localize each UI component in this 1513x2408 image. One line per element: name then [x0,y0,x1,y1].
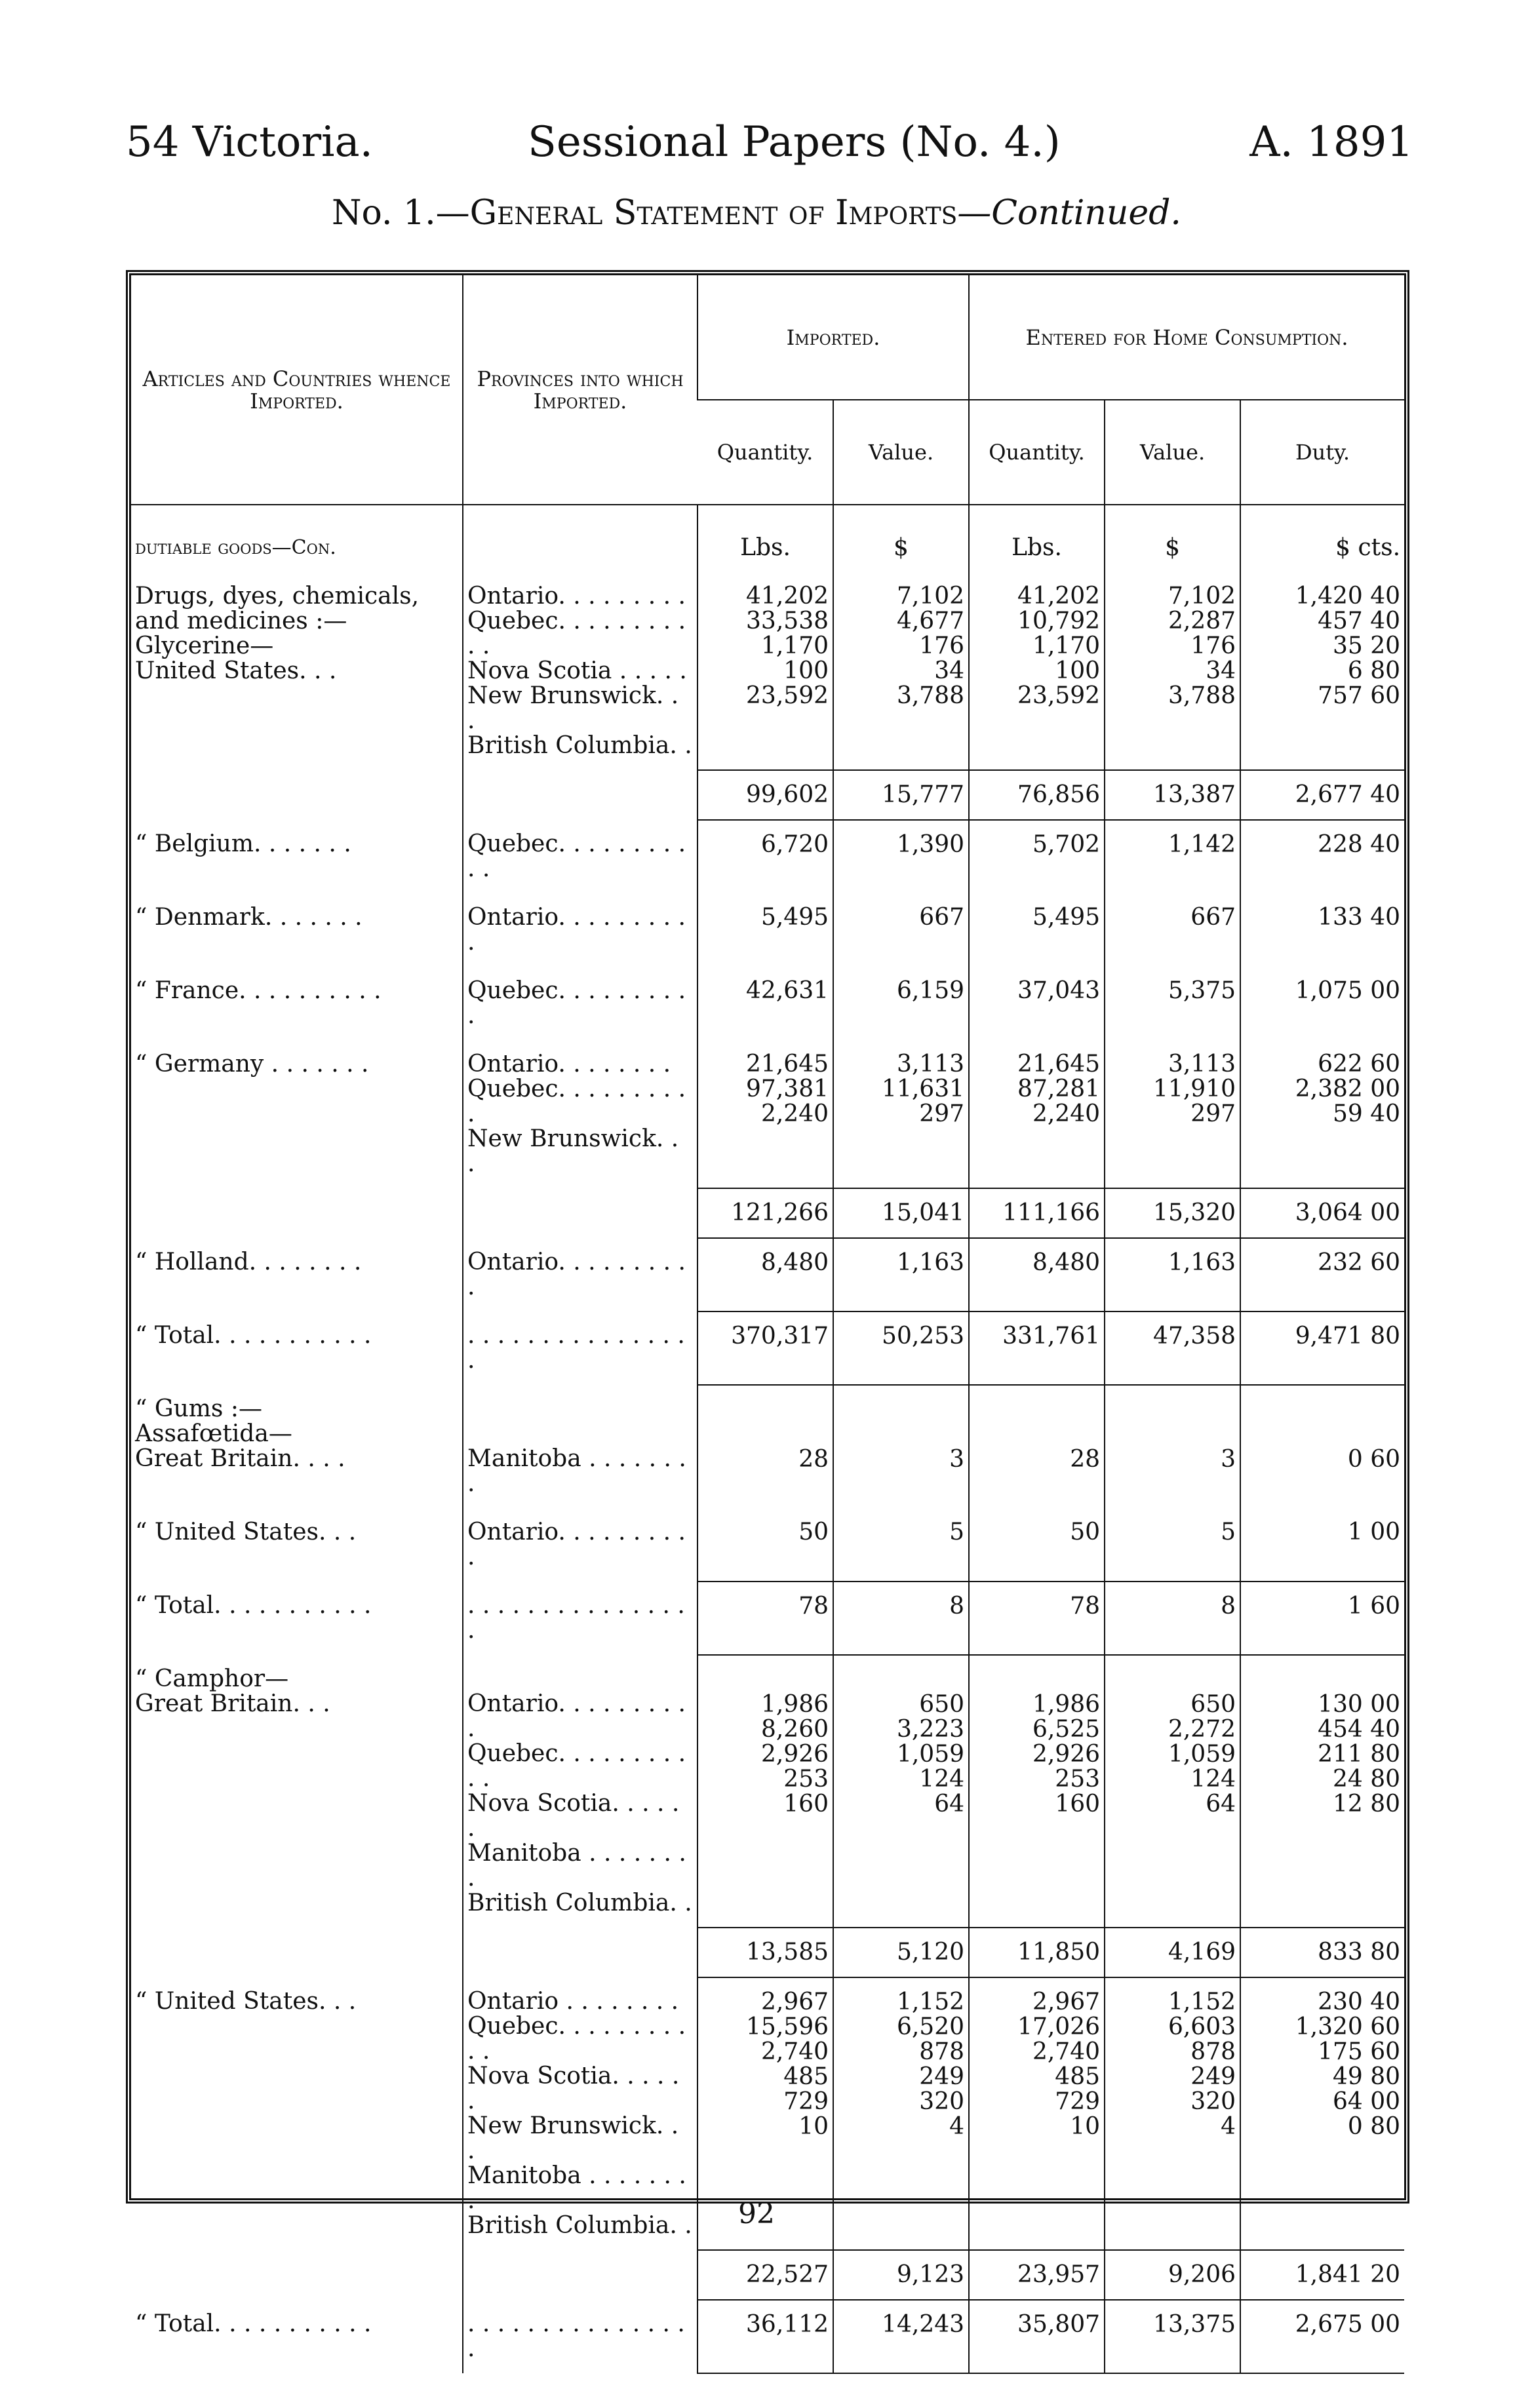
entered-value-cell: 13,375 [1105,2300,1240,2373]
import-value-cell: 9,123 [833,2250,969,2300]
province-cell [463,2250,698,2300]
table-row [131,1655,1404,1928]
duty-cell: 9,471 80 [1240,1311,1404,1385]
import-value-cell: 5,120 [833,1928,969,1977]
duty-cell: 1,841 20 [1240,2250,1404,2300]
article-cell: “ Germany . . . . . . . [135,1051,369,1078]
col-entered: Entered for Home Consumption. [969,275,1404,400]
article-cell: “ Gums :— Assafœtida— Great Britain. . . . [135,1395,345,1472]
entered-quantity-cell: 11,850 [969,1928,1105,1977]
table-row [131,1385,1404,1508]
section-label: dutiable goods—Con. [135,536,336,559]
units-row [131,505,1404,572]
import-value-cell: 14,243 [833,2300,969,2373]
import-value-cell: 1,390 [833,820,969,893]
entered-quantity-cell: 78 [969,1582,1105,1655]
import-value-cell: 15,777 [833,770,969,820]
entered-value-cell: 5 [1105,1508,1240,1582]
col-provinces: Provinces into which Imported. [463,275,698,505]
province-cell: Ontario. . . . . . . . . Quebec. . . . . . . . . . . Nova Scotia . . . . . New Brunswick. . . British Columbia. . [463,572,698,770]
duty-cell: 1 60 [1240,1582,1404,1655]
duty-cell: 228 40 [1240,820,1404,893]
col-value: Value. [833,400,969,505]
col-quantity: Quantity. [698,400,833,505]
entered-quantity-cell: 21,645 87,281 2,240 [969,1040,1105,1188]
import-value-cell: 8 [833,1582,969,1655]
entered-value-cell: 650 2,272 1,059 124 64 [1105,1655,1240,1928]
import-value-cell: 650 3,223 1,059 124 64 [833,1655,969,1928]
entered-quantity-cell: 111,166 [969,1188,1105,1238]
unit-value-2: $ [1105,505,1240,572]
duty-cell: 2,677 40 [1240,770,1404,820]
total-row [131,770,1404,820]
entered-value-cell: 9,206 [1105,2250,1240,2300]
import-quantity-cell: 5,495 [698,893,833,967]
import-quantity-cell: 13,585 [698,1928,833,1977]
entered-value-cell: 4,169 [1105,1928,1240,1977]
duty-cell: 232 60 [1240,1238,1404,1311]
import-value-cell: 667 [833,893,969,967]
entered-quantity-cell: 28 [969,1385,1105,1508]
province-cell: Ontario. . . . . . . . . . [463,893,698,967]
entered-quantity-cell: 37,043 [969,967,1105,1040]
article-cell: “ France. . . . . . . . . . [135,977,382,1004]
entered-quantity-cell: 35,807 [969,2300,1105,2373]
table-row [131,967,1404,1040]
import-quantity-cell: 78 [698,1582,833,1655]
article-cell: “ Denmark. . . . . . . [135,904,363,931]
entered-quantity-cell: 1,986 6,525 2,926 253 160 [969,1655,1105,1928]
duty-cell: 3,064 00 [1240,1188,1404,1238]
table-row [131,572,1404,770]
entered-value-cell: 15,320 [1105,1188,1240,1238]
import-value-cell: 1,163 [833,1238,969,1311]
imports-table-frame [126,270,1409,2362]
entered-value-cell: 3 [1105,1385,1240,1508]
title-suffix: —Continued. [957,193,1181,233]
entered-quantity-cell: 41,202 10,792 1,170 100 23,592 [969,572,1105,770]
article-cell [131,2250,463,2300]
total-row [131,1311,1404,1385]
province-cell: Quebec. . . . . . . . . . [463,967,698,1040]
import-quantity-cell: 42,631 [698,967,833,1040]
unit-value: $ [833,505,969,572]
entered-value-cell: 47,358 [1105,1311,1240,1385]
article-cell: “ Holland. . . . . . . . [135,1249,362,1275]
province-cell: Ontario. . . . . . . . . . [463,1508,698,1582]
article-cell: “ United States. . . [135,1988,357,2015]
import-value-cell: 50,253 [833,1311,969,1385]
entered-value-cell: 3,113 11,910 297 [1105,1040,1240,1188]
import-quantity-cell: 370,317 [698,1311,833,1385]
entered-value-cell: 5,375 [1105,967,1240,1040]
province-cell: Ontario. . . . . . . . Quebec. . . . . . . . . . New Brunswick. . . [463,1040,698,1188]
import-quantity-cell: 36,112 [698,2300,833,2373]
import-quantity-cell: 22,527 [698,2250,833,2300]
header-right: A. 1891 [1249,118,1413,166]
import-quantity-cell: 21,645 97,381 2,240 [698,1040,833,1188]
article-cell [131,770,463,820]
entered-quantity-cell: 76,856 [969,770,1105,820]
total-row [131,1928,1404,1977]
article-cell: “ Belgium. . . . . . . [135,830,351,857]
duty-cell: 622 60 2,382 00 59 40 [1240,1040,1404,1188]
import-quantity-cell: 99,602 [698,770,833,820]
duty-cell: 1,075 00 [1240,967,1404,1040]
article-cell [131,1188,463,1238]
page-title [0,193,1513,233]
duty-cell: 833 80 [1240,1928,1404,1977]
duty-cell: 1 00 [1240,1508,1404,1582]
province-cell: Ontario. . . . . . . . . . Quebec. . . . . . . . . . . Nova Scotia. . . . . . Manitoba . . . . . . . . British Columbia. . [463,1655,698,1928]
province-cell [463,770,698,820]
header-center: Sessional Papers (No. 4.) [528,118,1061,166]
header-left: 54 Victoria. [126,118,373,166]
import-quantity-cell: 2,967 15,596 2,740 485 729 10 [698,1977,833,2250]
import-quantity-cell: 8,480 [698,1238,833,1311]
total-row [131,1188,1404,1238]
entered-quantity-cell: 5,702 [969,820,1105,893]
entered-value-cell: 7,102 2,287 176 34 3,788 [1105,572,1240,770]
province-cell [463,1928,698,1977]
unit-quantity: Lbs. [698,505,833,572]
import-quantity-cell: 41,202 33,538 1,170 100 23,592 [698,572,833,770]
province-cell: . . . . . . . . . . . . . . . . [463,2300,698,2373]
units-blank [463,505,698,572]
province-cell [463,1188,698,1238]
entered-value-cell: 8 [1105,1582,1240,1655]
col-duty: Duty. [1240,400,1404,505]
duty-cell: 130 00 454 40 211 80 24 80 12 80 [1240,1655,1404,1928]
entered-value-cell: 1,163 [1105,1238,1240,1311]
province-cell: Ontario. . . . . . . . . . [463,1238,698,1311]
table-row [131,893,1404,967]
table-row [131,1238,1404,1311]
total-row [131,2250,1404,2300]
duty-cell: 133 40 [1240,893,1404,967]
article-cell: “ Total. . . . . . . . . . . [135,1592,372,1619]
total-row [131,2300,1404,2373]
province-cell: . . . . . . . . . . . . . . . . [463,1311,698,1385]
import-quantity-cell: 50 [698,1508,833,1582]
table-row [131,820,1404,893]
entered-value-cell: 1,142 [1105,820,1240,893]
article-cell: “ United States. . . [135,1519,357,1545]
entered-value-cell: 1,152 6,603 878 249 320 4 [1105,1977,1240,2250]
col-articles: Articles and Countries whence Imported. [131,275,463,505]
duty-cell: 230 40 1,320 60 175 60 49 80 64 00 0 80 [1240,1977,1404,2250]
import-value-cell: 5 [833,1508,969,1582]
province-cell: Quebec. . . . . . . . . . . [463,820,698,893]
title-main: General Statement of Imports [469,193,958,233]
import-value-cell: 3,113 11,631 297 [833,1040,969,1188]
title-prefix: No. 1.— [332,193,470,233]
import-value-cell: 6,159 [833,967,969,1040]
article-cell: “ Camphor— Great Britain. . . [135,1665,330,1717]
province-cell: Manitoba . . . . . . . . [463,1385,698,1508]
col-value-2: Value. [1105,400,1240,505]
total-row [131,1582,1404,1655]
entered-value-cell: 13,387 [1105,770,1240,820]
duty-cell: 0 60 [1240,1385,1404,1508]
article-cell: Drugs, dyes, chemicals, and medicines :— Glycerine— United States. . . [135,583,420,684]
page-number: 92 [738,2197,775,2230]
import-quantity-cell: 121,266 [698,1188,833,1238]
table-row [131,1508,1404,1582]
import-value-cell: 7,102 4,677 176 34 3,788 [833,572,969,770]
entered-quantity-cell: 50 [969,1508,1105,1582]
table-row [131,1040,1404,1188]
import-quantity-cell: 28 [698,1385,833,1508]
entered-quantity-cell: 23,957 [969,2250,1105,2300]
col-imported: Imported. [698,275,969,400]
article-cell: “ Total. . . . . . . . . . . [135,1322,372,1349]
entered-quantity-cell: 331,761 [969,1311,1105,1385]
import-quantity-cell: 1,986 8,260 2,926 253 160 [698,1655,833,1928]
entered-quantity-cell: 2,967 17,026 2,740 485 729 10 [969,1977,1105,2250]
import-value-cell: 15,041 [833,1188,969,1238]
unit-duty: $ cts. [1240,505,1404,572]
article-cell: “ Total. . . . . . . . . . . [135,2310,372,2337]
duty-cell: 2,675 00 [1240,2300,1404,2373]
unit-quantity-2: Lbs. [969,505,1105,572]
province-cell: Ontario . . . . . . . . Quebec. . . . . . . . . . . Nova Scotia. . . . . . New Brunswick. . . Manitoba . . . . . . . . British Columbia. . [463,1977,698,2250]
import-value-cell: 1,152 6,520 878 249 320 4 [833,1977,969,2250]
entered-value-cell: 667 [1105,893,1240,967]
entered-quantity-cell: 8,480 [969,1238,1105,1311]
duty-cell: 1,420 40 457 40 35 20 6 80 757 60 [1240,572,1404,770]
imports-table [131,275,1404,2374]
import-quantity-cell: 6,720 [698,820,833,893]
import-value-cell: 3 [833,1385,969,1508]
col-quantity-2: Quantity. [969,400,1105,505]
province-cell: . . . . . . . . . . . . . . . . [463,1582,698,1655]
entered-quantity-cell: 5,495 [969,893,1105,967]
article-cell [131,1928,463,1977]
